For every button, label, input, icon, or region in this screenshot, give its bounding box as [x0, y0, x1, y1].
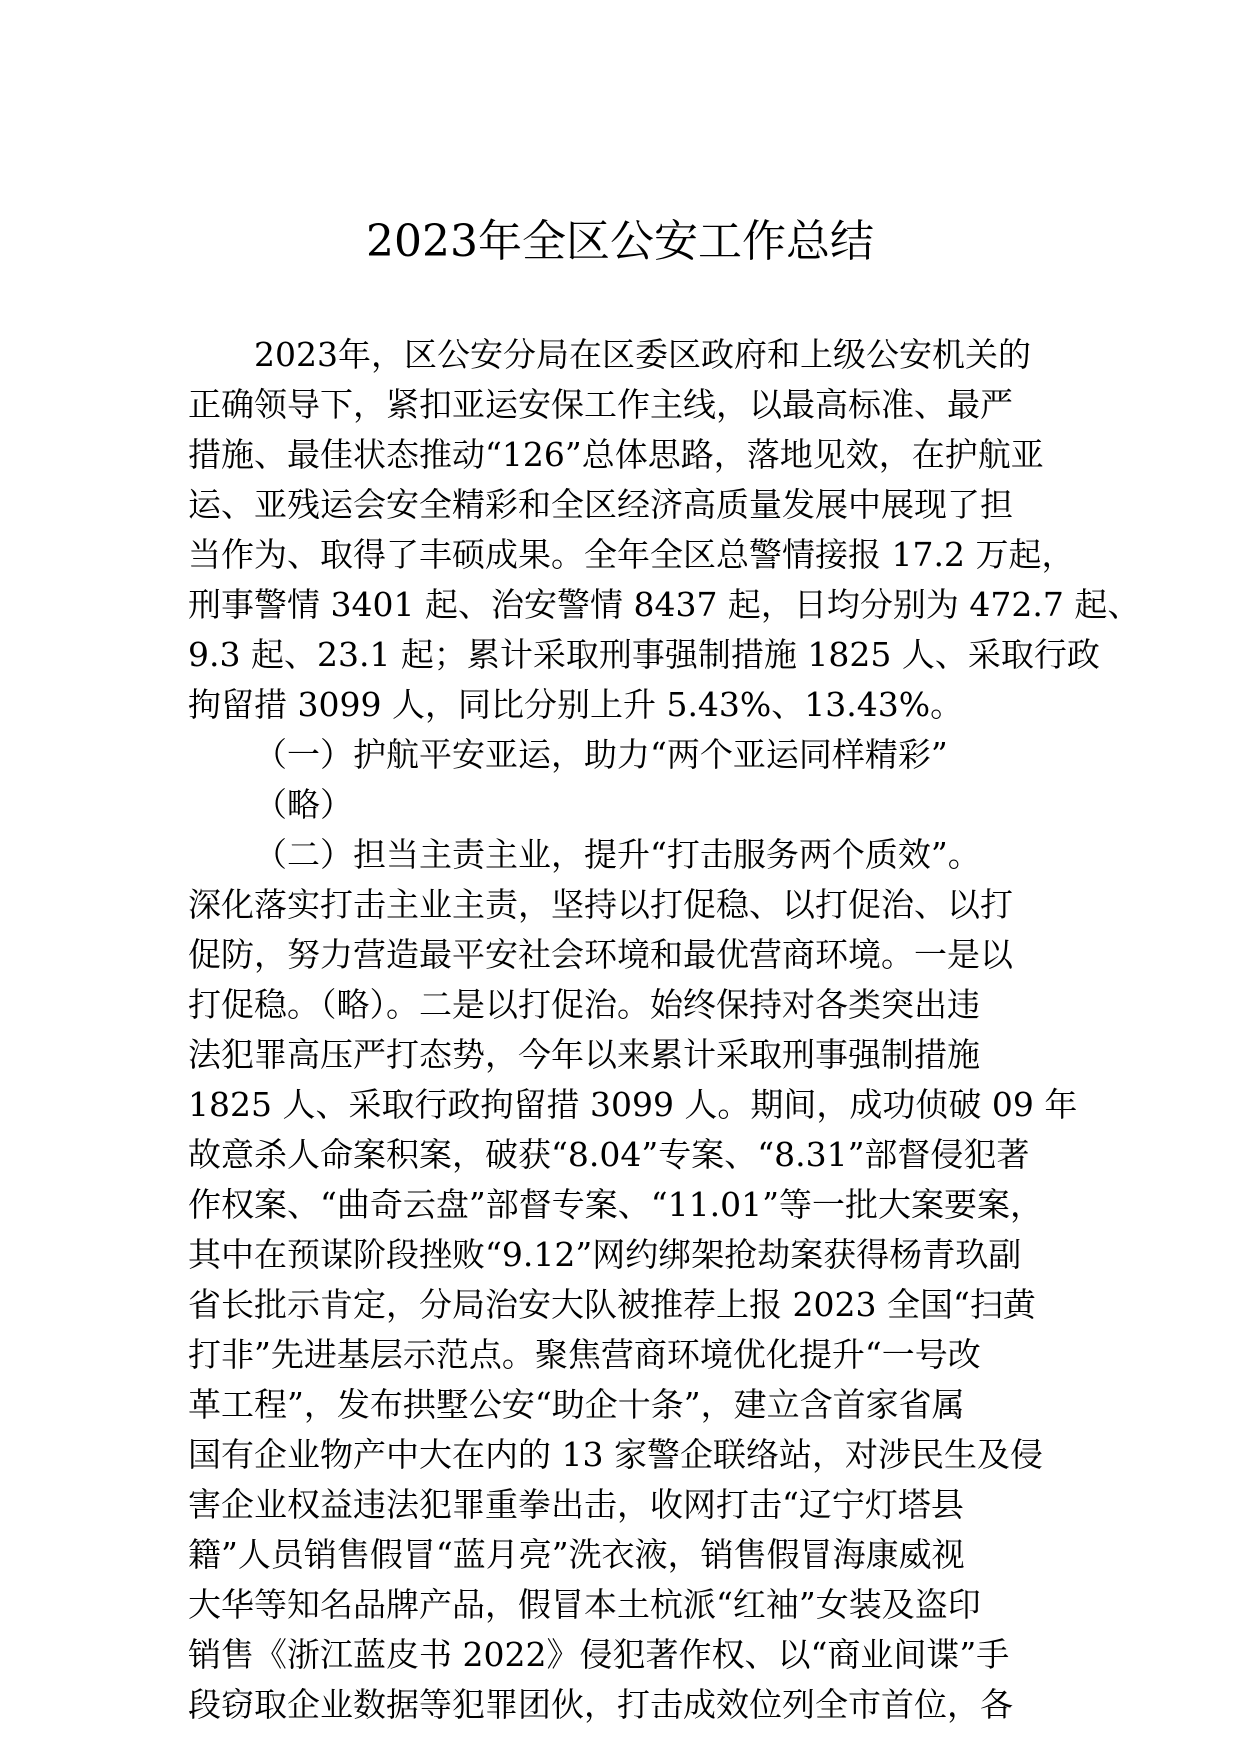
- paragraph-line: 销售《浙江蓝皮书 2022》侵犯著作权、以“商业间谍”手: [188, 1635, 1010, 1674]
- paragraph-line: 故意杀人命案积案，破获“8.04”专案、“8.31”部督侵犯著: [188, 1135, 1030, 1174]
- paragraph-line: 促防，努力营造最平安社会环境和最优营商环境。一是以: [188, 935, 1013, 974]
- section-note: （略）: [254, 785, 353, 824]
- paragraph-line: 法犯罪高压严打态势，今年以来累计采取刑事强制措施: [188, 1035, 980, 1074]
- paragraph-line: 刑事警情 3401 起、治安警情 8437 起，日均分别为 472.7 起、: [188, 585, 1141, 624]
- paragraph-line: 省长批示肯定，分局治安大队被推荐上报 2023 全国“扫黄: [188, 1285, 1036, 1324]
- document-title: 2023年全区公安工作总结: [366, 216, 874, 267]
- section-heading: （一）护航平安亚运，助力“两个亚运同样精彩”: [254, 735, 948, 774]
- paragraph-line: 打促稳。（略）。二是以打促治。始终保持对各类突出违: [188, 985, 980, 1024]
- paragraph-line: 运、亚残运会安全精彩和全区经济高质量发展中展现了担: [188, 485, 1013, 524]
- paragraph-line: 害企业权益违法犯罪重拳出击，收网打击“辽宁灯塔县: [188, 1485, 964, 1524]
- paragraph-line: 国有企业物产中大在内的 13 家警企联络站，对涉民生及侵: [188, 1435, 1043, 1474]
- paragraph-line: 当作为、取得了丰硕成果。全年全区总警情接报 17.2 万起，: [188, 535, 1075, 574]
- paragraph-line: 正确领导下，紧扣亚运安保工作主线，以最高标准、最严: [188, 385, 1013, 424]
- paragraph-line: 1825 人、采取行政拘留措 3099 人。期间，成功侦破 09 年: [188, 1085, 1078, 1124]
- paragraph-line: 9.3 起、23.1 起；累计采取刑事强制措施 1825 人、采取行政: [188, 635, 1100, 674]
- paragraph-line: 段窃取企业数据等犯罪团伙，打击成效位列全市首位，各: [188, 1685, 1013, 1724]
- paragraph-line: 革工程”，发布拱墅公安“助企十条”，建立含首家省属: [188, 1385, 965, 1424]
- paragraph-line: 2023年，区公安分局在区委区政府和上级公安机关的: [254, 335, 1031, 374]
- paragraph-line: 籍”人员销售假冒“蓝月亮”洗衣液，销售假冒海康威视: [188, 1535, 965, 1574]
- paragraph-line: 大华等知名品牌产品，假冒本土杭派“红袖”女装及盗印: [188, 1585, 981, 1624]
- paragraph-line: 其中在预谋阶段挫败“9.12”网约绑架抢劫案获得杨青玖副: [188, 1235, 1022, 1274]
- paragraph-line: 打非”先进基层示范点。聚焦营商环境优化提升“一号改: [188, 1335, 981, 1374]
- paragraph-line: 深化落实打击主业主责，坚持以打促稳、以打促治、以打: [188, 885, 1013, 924]
- paragraph-line: 措施、最佳状态推动“126”总体思路，落地见效，在护航亚: [188, 435, 1044, 474]
- paragraph-line: 作权案、“曲奇云盘”部督专案、“11.01”等一批大案要案，: [188, 1185, 1043, 1224]
- paragraph-line: 拘留措 3099 人，同比分别上升 5.43%、13.43%。: [188, 685, 964, 724]
- section-heading: （二）担当主责主业，提升“打击服务两个质效”。: [254, 835, 981, 874]
